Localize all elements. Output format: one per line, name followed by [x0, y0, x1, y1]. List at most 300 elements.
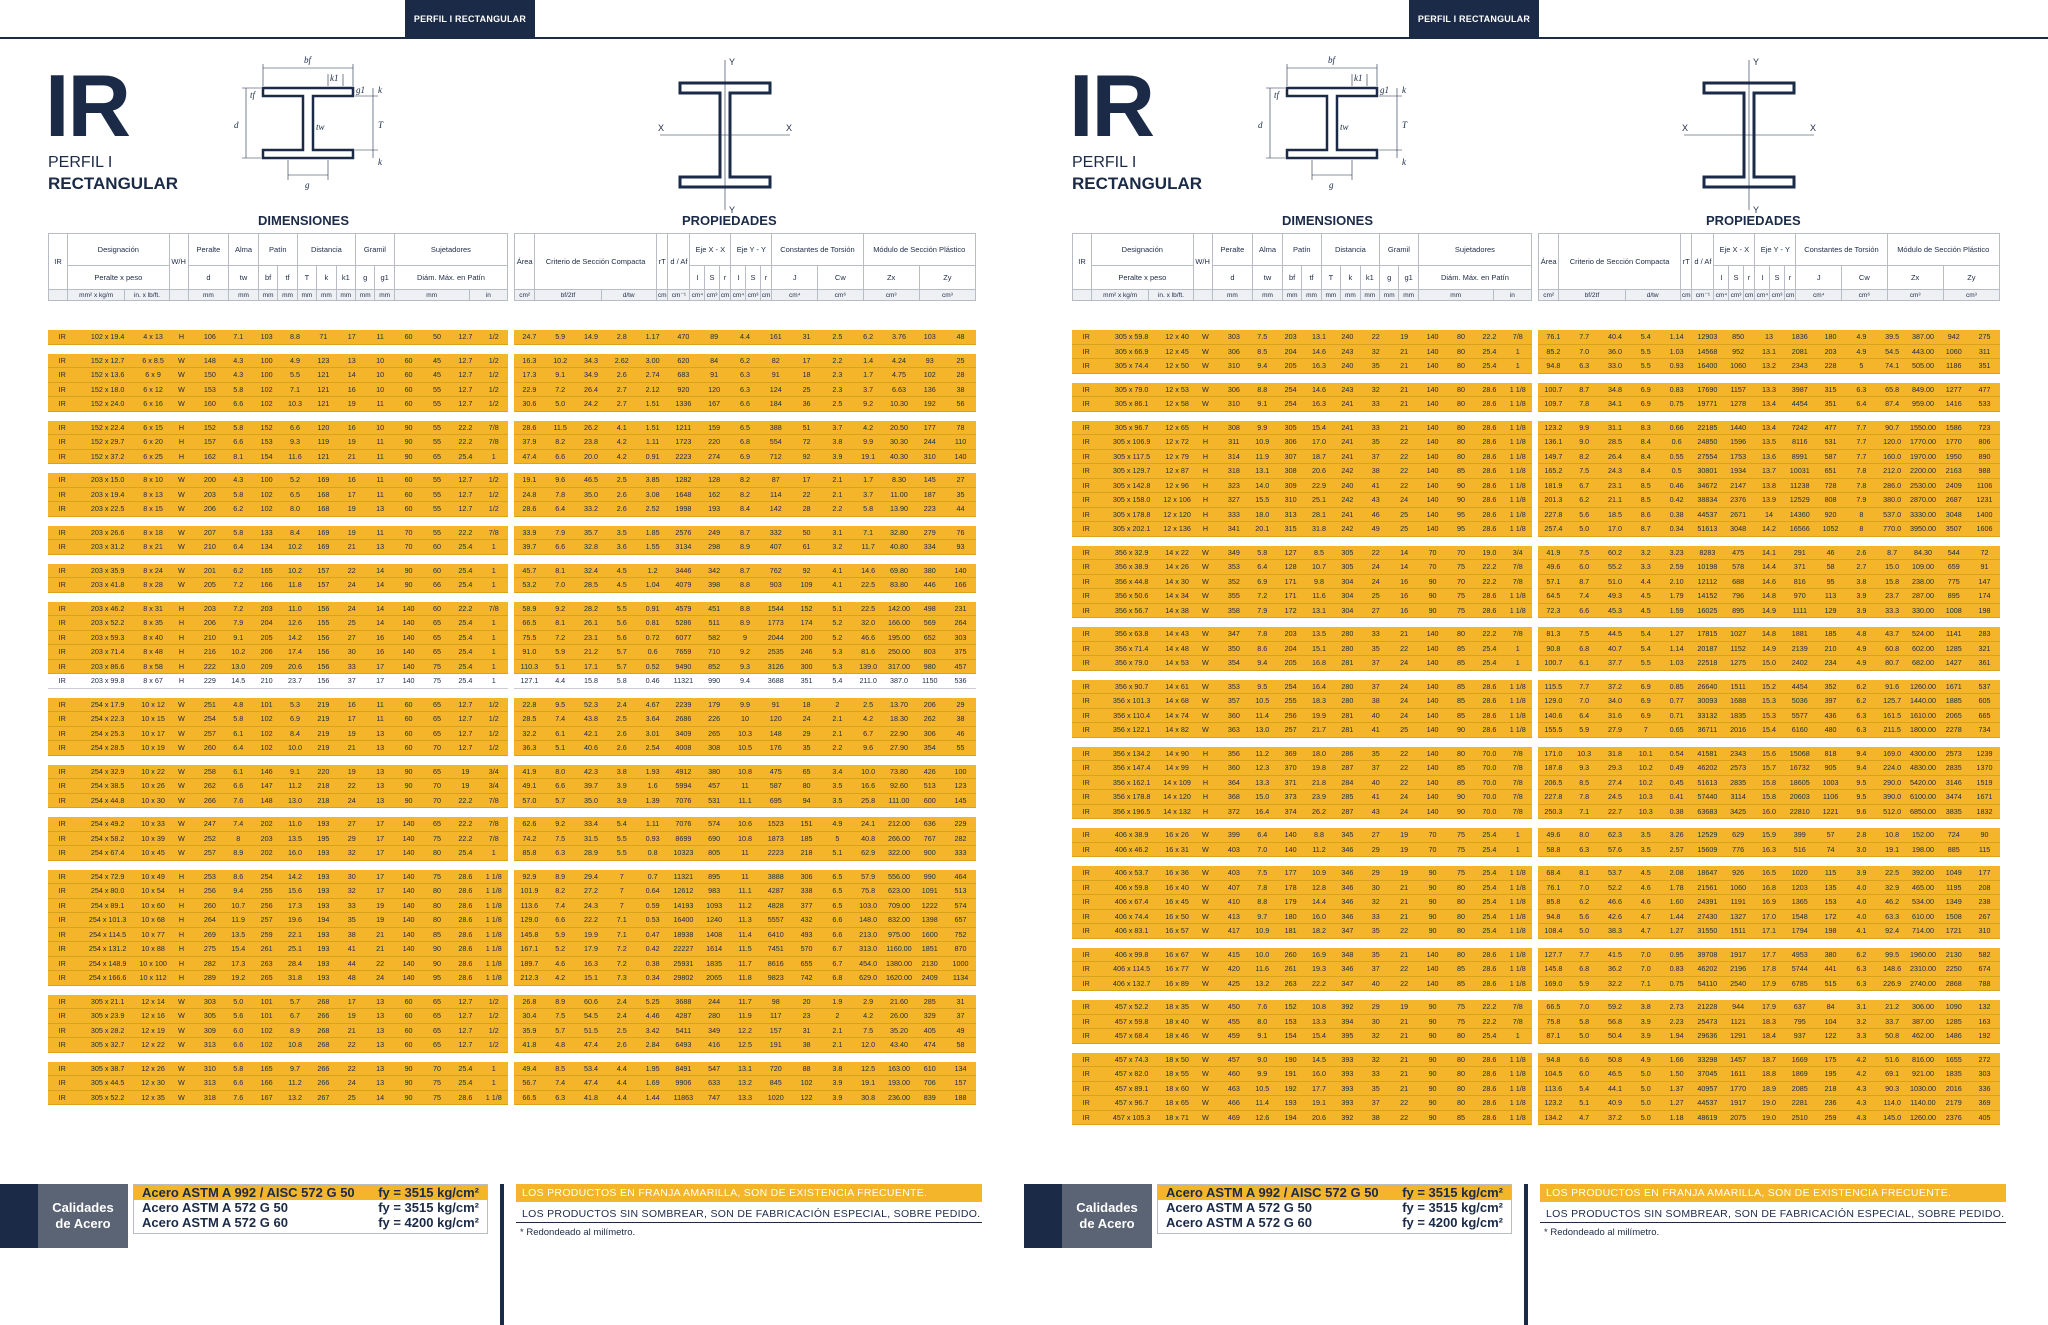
table-cell: 1648	[675, 489, 692, 499]
table-cell: 4912	[675, 766, 692, 776]
table-cell: 120	[769, 714, 782, 724]
table-cell: 1.14	[1669, 332, 1684, 342]
table-cell: 30.6	[522, 399, 537, 409]
table-row	[1538, 435, 2000, 450]
table-cell: 80	[1456, 1083, 1465, 1093]
table-row	[514, 502, 976, 517]
table-cell: 587	[1824, 451, 1837, 461]
table-cell: 1027	[1730, 629, 1747, 639]
table-cell: 45.3	[1607, 605, 1622, 615]
table-cell: 125.7	[1883, 696, 1902, 706]
table-cell: 3.3	[1856, 1031, 1867, 1041]
table-cell: 714.00	[1911, 926, 1934, 936]
table-cell: 357	[1227, 696, 1240, 706]
table-cell: 2.59	[1669, 562, 1684, 572]
table-cell: 49.4	[522, 1063, 537, 1073]
table-cell: 140	[1426, 725, 1439, 735]
table-row	[1538, 761, 2000, 776]
table-cell: 231	[954, 603, 967, 613]
group-gap	[48, 1053, 508, 1062]
table-cell: 17	[376, 661, 385, 671]
table-cell: 91	[771, 370, 780, 380]
table-cell: 651	[1824, 466, 1837, 476]
table-cell: IR	[1082, 509, 1090, 519]
table-cell: 46202	[1697, 964, 1718, 974]
table-cell: 7.2	[616, 958, 627, 968]
table-row	[1538, 962, 2000, 977]
table-cell: 12.7	[458, 743, 473, 753]
table-cell: 1.2	[647, 565, 658, 575]
table-cell: 272	[1978, 1054, 1991, 1064]
table-row	[1538, 464, 2000, 479]
table-cell: 4.5	[1640, 605, 1651, 615]
table-cell: 2065	[706, 973, 723, 983]
table-cell: 177	[1978, 868, 1991, 878]
table-cell: 28.6	[1482, 524, 1497, 534]
table-cell: 193	[317, 958, 330, 968]
table-cell: W	[1202, 681, 1209, 691]
table-cell: 356 x 162.1	[1112, 777, 1151, 787]
table-cell: 210	[1824, 643, 1837, 653]
table-cell: 140	[1426, 384, 1439, 394]
table-cell: 304	[1341, 591, 1354, 601]
table-cell: H	[178, 437, 185, 447]
table-cell: 76	[956, 527, 965, 537]
table-cell: 254 x 80.0	[90, 886, 125, 896]
table-cell: 203	[1284, 332, 1297, 342]
table-cell: 242	[1341, 524, 1354, 534]
table-cell: 6.1	[233, 766, 244, 776]
table-cell: 189.7	[520, 958, 539, 968]
table-cell: IR	[58, 603, 66, 613]
table-cell: 90	[404, 580, 413, 590]
table-cell: 1 1/8	[1509, 978, 1526, 988]
table-cell: 171	[1284, 576, 1297, 586]
table-cell: 26640	[1697, 681, 1718, 691]
table-cell: 346	[1341, 897, 1354, 907]
table-cell: 0.49	[1669, 763, 1684, 773]
table-row	[1072, 435, 1532, 450]
table-cell: 284	[1341, 777, 1354, 787]
table-cell: 254 x 17.9	[90, 699, 125, 709]
table-cell: 920	[1824, 509, 1837, 519]
table-cell: 349	[1227, 547, 1240, 557]
table-cell: 1835	[1945, 1069, 1962, 1079]
table-cell: 695	[769, 795, 782, 805]
table-cell: 36711	[1697, 725, 1718, 735]
table-cell: 5.0	[555, 399, 566, 409]
table-cell: 1 1/8	[1509, 1098, 1526, 1108]
table-cell: H	[178, 886, 185, 896]
table-cell: 1	[1515, 830, 1520, 840]
table-row	[514, 397, 976, 412]
table-cell: 148	[769, 728, 782, 738]
table-cell: 193	[317, 848, 330, 858]
table-cell: 3048	[1945, 509, 1962, 519]
table-cell: 1/2	[488, 370, 499, 380]
table-cell: 95	[1456, 509, 1465, 519]
table-cell: 620	[677, 355, 690, 365]
table-cell: 25.4	[458, 618, 473, 628]
table-row	[1072, 464, 1532, 479]
table-cell: 3.8	[832, 1063, 843, 1073]
table-cell: 212.0	[1883, 466, 1902, 476]
table-cell: 13.90	[889, 504, 908, 514]
table-cell: 5.8	[616, 676, 627, 686]
hdr-distancia: Distancia	[297, 234, 355, 266]
table-cell: 29.3	[1607, 763, 1622, 773]
table-cell: 5.25	[645, 996, 660, 1006]
table-cell: 218	[317, 781, 330, 791]
table-cell: 254 x 72.9	[90, 871, 125, 881]
table-cell: 5.8	[1579, 1016, 1590, 1026]
table-cell: 4.2	[555, 973, 566, 983]
table-cell: 90	[1428, 1098, 1437, 1108]
table-cell: 99.5	[1885, 949, 1900, 959]
table-cell: 28.6	[1482, 509, 1497, 519]
table-row	[1072, 761, 1532, 776]
table-cell: 179	[708, 699, 721, 709]
table-cell: 55	[432, 384, 441, 394]
table-cell: 534.00	[1911, 897, 1934, 907]
table-cell: 706	[923, 1078, 936, 1088]
table-cell: 28.6	[458, 900, 473, 910]
table-cell: W	[1202, 830, 1209, 840]
table-cell: IR	[58, 699, 66, 709]
table-cell: 334	[923, 542, 936, 552]
table-cell: IR	[1082, 399, 1090, 409]
table-cell: 12.8	[1312, 882, 1326, 892]
table-cell: 629	[1732, 830, 1745, 840]
table-cell: 7.8	[1856, 466, 1867, 476]
table-cell: 90	[404, 766, 413, 776]
table-cell: 16.6	[861, 781, 876, 791]
table-cell: 25.4	[1482, 643, 1497, 653]
table-cell: 1851	[921, 944, 938, 954]
table-cell: 148.6	[1883, 964, 1902, 974]
table-cell: 33	[347, 900, 356, 910]
table-cell: 55.2	[1607, 562, 1622, 572]
table-cell: 0.75	[1669, 399, 1684, 409]
table-cell: 115	[1978, 844, 1991, 854]
table-cell: 0.38	[1669, 806, 1684, 816]
table-cell: 1614	[706, 944, 723, 954]
table-row	[48, 660, 508, 675]
table-cell: 1 1/8	[1509, 681, 1526, 691]
table-cell: 16	[347, 475, 356, 485]
table-cell: 5.1	[832, 848, 843, 858]
table-cell: 255	[1284, 696, 1297, 706]
table-cell: 11	[741, 871, 749, 881]
table-cell: 265	[260, 973, 273, 983]
table-cell: 84	[1826, 1002, 1835, 1012]
table-cell: 2540	[1730, 978, 1747, 988]
table-cell: 282	[954, 833, 967, 843]
table-cell: 6.4	[1257, 562, 1268, 572]
table-cell: 1/2	[488, 714, 499, 724]
table-cell: 42.3	[583, 766, 598, 776]
table-cell: 1221	[1822, 806, 1839, 816]
table-cell: 0.91	[645, 451, 660, 461]
table-cell: 313.0	[859, 944, 878, 954]
table-row	[48, 884, 508, 899]
table-cell: 17	[802, 355, 811, 365]
table-cell: 4.3	[1856, 1083, 1867, 1093]
table-cell: H	[178, 944, 185, 954]
table-cell: 268	[317, 1040, 330, 1050]
table-cell: 1869	[1791, 1069, 1808, 1079]
table-cell: 14.6	[1312, 346, 1326, 356]
table-cell: 6.2	[233, 565, 244, 575]
table-cell: 32.0	[861, 618, 876, 628]
table-cell: 3.7	[863, 384, 874, 394]
table-cell: 7.5	[555, 1011, 566, 1021]
table-cell: 16	[1400, 576, 1409, 586]
table-row	[48, 1091, 508, 1106]
table-cell: 174	[1978, 591, 1991, 601]
table-cell: 3.4	[832, 766, 843, 776]
table-cell: 16 x 57	[1165, 926, 1189, 936]
table-cell: 254 x 28.5	[90, 743, 125, 753]
table-cell: 156	[317, 676, 330, 686]
table-cell: 22.7	[1607, 806, 1622, 816]
table-cell: 80	[1456, 949, 1465, 959]
table-cell: 313	[203, 1040, 216, 1050]
table-cell: 152 x 37.2	[90, 451, 125, 461]
table-cell: 35	[347, 915, 356, 925]
table-cell: 505.00	[1911, 361, 1934, 371]
table-cell: 14 x 90	[1165, 748, 1189, 758]
table-cell: 356 x 56.7	[1114, 605, 1149, 615]
table-cell: 140	[1426, 696, 1439, 706]
table-cell: 10 x 17	[141, 728, 165, 738]
table-cell: 1291	[1730, 1031, 1747, 1041]
table-cell: 11.2	[1312, 844, 1326, 854]
table-cell: 63.3	[1885, 911, 1900, 921]
table-cell: 1090	[1945, 1002, 1962, 1012]
table-cell: 623.00	[887, 886, 910, 896]
table-cell: 358	[1227, 605, 1240, 615]
group-gap	[48, 593, 508, 602]
table-cell: 140	[1426, 495, 1439, 505]
table-cell: 15.0	[1255, 792, 1270, 802]
table-cell: 15.8	[1761, 777, 1776, 787]
table-cell: 90	[1428, 926, 1437, 936]
beam-axes-diagram	[1674, 55, 1824, 215]
table-cell: 80	[1456, 897, 1465, 907]
table-cell: 13.4	[1761, 422, 1776, 432]
table-cell: 1.69	[645, 1078, 660, 1088]
table-cell: 5.5	[616, 603, 627, 613]
table-cell: 13.0	[1255, 725, 1270, 735]
table-cell: 190	[1284, 1054, 1297, 1064]
table-cell: 12 x 30	[141, 1078, 165, 1088]
table-cell: 14 x 74	[1165, 710, 1189, 720]
table-row	[1538, 560, 2000, 575]
table-cell: IR	[58, 958, 66, 968]
table-cell: 47.4	[583, 1078, 598, 1088]
table-cell: 1669	[1791, 1054, 1808, 1064]
table-cell: 12 x 45	[1165, 346, 1189, 356]
table-cell: 94.8	[1546, 1054, 1561, 1064]
table-cell: 13.3	[737, 1092, 752, 1102]
table-cell: 8 x 21	[143, 542, 163, 552]
top-rule	[1024, 37, 2048, 39]
table-cell: 747	[708, 1092, 721, 1102]
table-cell: 1.93	[645, 766, 660, 776]
table-cell: 25.4	[1482, 346, 1497, 356]
table-cell: 140	[1284, 830, 1297, 840]
table-cell: 895	[1947, 591, 1960, 601]
table-cell: 2870.00	[1909, 495, 1936, 505]
table-cell: 20.6	[288, 661, 302, 671]
table-cell: 1835	[706, 958, 723, 968]
table-cell: 3446	[675, 565, 692, 575]
table-cell: 7.0	[1640, 964, 1651, 974]
table-cell: 54.5	[583, 1011, 598, 1021]
table-cell: 81.3	[1546, 629, 1561, 639]
table-row	[514, 846, 976, 861]
table-cell: 20603	[1789, 792, 1810, 802]
table-cell: 8.1	[555, 565, 566, 575]
table-cell: 5.8	[233, 714, 244, 724]
table-cell: 28.6	[1482, 495, 1497, 505]
table-cell: 157	[203, 437, 216, 447]
table-cell: 38	[956, 714, 965, 724]
table-cell: 102	[260, 1025, 273, 1035]
table-cell: 403	[1227, 868, 1240, 878]
table-cell: 132	[1978, 1002, 1991, 1012]
table-cell: 22.2	[458, 833, 473, 843]
table-cell: 1 1/8	[1509, 466, 1526, 476]
table-cell: 25.4	[458, 661, 473, 671]
table-cell: 346	[1341, 964, 1354, 974]
table-cell: 85.8	[1546, 897, 1561, 907]
table-cell: 1.14	[1669, 643, 1684, 653]
table-row	[1538, 1015, 2000, 1030]
table-cell: 392	[1341, 1112, 1354, 1122]
table-cell: 90	[404, 451, 413, 461]
table-cell: 425	[1227, 978, 1240, 988]
table-cell: 227.8	[1544, 509, 1563, 519]
table-cell: IR	[1082, 451, 1090, 461]
table-cell: 80	[1456, 422, 1465, 432]
table-cell: 58.9	[522, 603, 537, 613]
table-cell: 353	[1227, 562, 1240, 572]
table-cell: 8.30	[891, 475, 906, 485]
table-cell: 7.2	[616, 944, 627, 954]
table-cell: 323	[1227, 480, 1240, 490]
table-cell: 7.0	[555, 580, 566, 590]
table-cell: 4.3	[233, 355, 244, 365]
table-cell: 1141	[1946, 629, 1962, 639]
table-cell: 2044	[767, 632, 784, 642]
table-cell: H	[178, 871, 185, 881]
note-white: LOS PRODUCTOS SIN SOMBREAR, SON DE FABRICACIÓN ESPECIAL, SOBRE PEDIDO.	[516, 1206, 982, 1223]
table-cell: 12.7	[458, 1025, 473, 1035]
table-cell: 55	[432, 399, 441, 409]
table-row	[1538, 589, 2000, 604]
table-row	[1072, 1029, 1532, 1044]
table-cell: 605	[1978, 696, 1991, 706]
table-cell: 25.4	[1482, 897, 1497, 907]
table-cell: 8 x 35	[143, 618, 163, 628]
table-cell: 3.8	[1856, 576, 1867, 586]
hdr-peralte: Peralte	[188, 234, 229, 266]
table-cell: 6.9	[290, 714, 300, 724]
table-cell: 839	[923, 1092, 936, 1102]
table-cell: 140	[1426, 361, 1439, 371]
table-row	[1538, 910, 2000, 925]
table-cell: 111.00	[888, 795, 910, 805]
table-cell: IR	[58, 714, 66, 724]
table-cell: 4 x 13	[143, 332, 163, 342]
table-row	[48, 995, 508, 1010]
table-cell: 148	[260, 795, 273, 805]
table-cell: 4008	[675, 743, 692, 753]
table-row	[1072, 1082, 1532, 1097]
table-cell: 537	[1978, 681, 1991, 691]
table-cell: 1.9	[832, 996, 843, 1006]
table-cell: 7.7	[1579, 681, 1590, 691]
table-cell: 51613	[1697, 777, 1718, 787]
table-cell: 1 1/8	[1509, 451, 1526, 461]
table-cell: 90	[1456, 495, 1465, 505]
table-cell: 37.9	[522, 437, 537, 447]
table-cell: 683	[677, 370, 690, 380]
table-cell: 1/2	[488, 1011, 499, 1021]
table-cell: 37	[956, 1011, 965, 1021]
table-row	[1538, 1053, 2000, 1068]
table-cell: 305 x 32.7	[90, 1040, 125, 1050]
table-cell: 18.4	[1761, 1031, 1776, 1041]
table-cell: 75.8	[861, 886, 876, 896]
table-cell: 7451	[767, 944, 784, 954]
table-cell: 6.4	[1257, 830, 1268, 840]
table-cell: 90	[1428, 605, 1437, 615]
table-cell: 263	[1284, 978, 1297, 988]
table-cell: 6785	[1791, 978, 1808, 988]
table-cell: 6.7	[1579, 480, 1590, 490]
table-cell: 37.2	[1607, 681, 1622, 691]
table-row	[1072, 1111, 1532, 1126]
table-cell: 11.00	[890, 489, 908, 499]
table-cell: 6410	[767, 929, 784, 939]
table-row	[1072, 642, 1532, 657]
table-cell: 406 x 67.4	[1114, 897, 1149, 907]
table-cell: 25	[1371, 591, 1380, 601]
table-row	[1538, 383, 2000, 398]
table-cell: 205	[1284, 361, 1297, 371]
table-cell: 1.37	[1669, 1083, 1684, 1093]
table-cell: 6.1	[233, 728, 244, 738]
table-cell: W	[1202, 361, 1209, 371]
table-cell: 3.9	[832, 1092, 843, 1102]
table-cell: 393	[1341, 1098, 1354, 1108]
table-cell: 60	[404, 399, 413, 409]
table-cell: 106	[203, 332, 216, 342]
table-cell: 281	[1341, 658, 1354, 668]
table-cell: 3146	[1945, 777, 1962, 787]
table-cell: 7.8	[1579, 792, 1590, 802]
table-cell: 1.17	[645, 332, 660, 342]
table-cell: 395	[1341, 1031, 1354, 1041]
table-cell: 169.0	[1883, 748, 1902, 758]
table-cell: 8.6	[233, 871, 244, 881]
table-cell: 28.6	[1482, 725, 1497, 735]
label-d: d	[1258, 120, 1263, 130]
table-cell: 19.1	[861, 1078, 876, 1088]
